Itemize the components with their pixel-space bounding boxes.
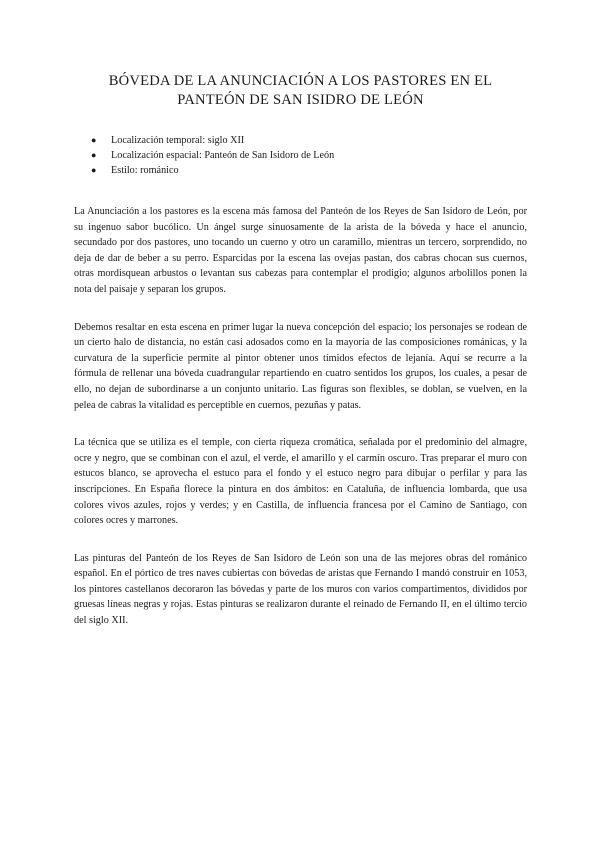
paragraph-3: La técnica que se utiliza es el temple, con cierta riqueza cromática, señalada por el predominio del almagre, ocre y negro, que se combinan con el azul, el verde, el amarillo y el carmín oscuro. Tras preparar el muro con estucos blanco, se aprovecha el estuco para el fondo y el estuco negro para dibujar o perfilar y para las inscripciones. En España florece la pintura en dos ámbitos: en Cataluña, de influencia lombarda, que usa colores vivos azules, rojos y verdes; y en Castilla, de influencia francesa por el Camino de Santiago, con colores ocres y marrones. — [74, 437, 527, 527]
bullet-icon: ● — [91, 165, 97, 175]
paragraph-1: La Anunciación a los pastores es la escena más famosa del Panteón de los Reyes de San Isidoro de León, por su ingenuo sabor bucólico. Un ángel surge sinuosamente de la arista de la bóveda y hace el anuncio, secundado por dos pastores, uno tocando un cuerno y otro un caramillo, mientras un tercero, sorprendido, no deja de dar de beber a su perro. Esparcidas por la escena las ovejas pastan, dos cabras chocan sus cuernos, otras mordisquean arbustos o levantan sus cabezas para contemplar el prodigio; algunos arbolillos ponen la nota del paisaje y separan los grupos. — [74, 206, 527, 295]
paragraph-2: Debemos resaltar en esta escena en primer lugar la nueva concepción del espacio; los personajes se rodean de un cierto halo de distancia, no están casi adosados como en la mayoría de las composiciones románicas, y la curvatura de la superficie permite al pintor obtener unos tímidos efectos de lejanía. Aquí se recurre a la fórmula de rellenar una bóveda cuadrangular repartiendo en cuatro sentidos los grupos, los cuales, a pesar de ello, no dejan de subordinarse a un conjunto unitario. Las figuras son flexibles, se doblan, se vuelven, en la pelea de cabras la vitalidad es perceptible en cuernos, pezuñas y patas. — [74, 321, 527, 411]
paragraph-4: Las pinturas del Panteón de los Reyes de San Isidoro de León son una de las mejores obras del románico español. En el pórtico de tres naves cubiertas con bóvedas de aristas que Fernando I mandó construir en 1053, los pintores castellanos decoraron las bóvedas y parte de los muros con varios compartimentos, divididos por gruesas líneas negras y rojas. Estas pinturas se realizaron durante el reinado de Fernando II, en el último tercio del siglo XII. — [74, 552, 527, 627]
fact-item-place — [91, 148, 527, 163]
fact-item-style — [91, 163, 527, 178]
document-title: BÓVEDA DE LA ANUNCIACIÓN A LOS PASTORES EN EL PANTEÓN DE SAN ISIDRO DE LEÓN — [108, 73, 493, 108]
bullet-icon: ● — [91, 135, 97, 145]
fact-item-time — [91, 133, 527, 148]
bullet-icon: ● — [91, 150, 97, 160]
fact-text: Estilo: románico — [111, 165, 179, 176]
fact-text: Localización espacial: Panteón de San Isidoro de León — [111, 150, 335, 161]
fact-text: Localización temporal: siglo XII — [111, 135, 245, 146]
facts-list — [74, 133, 527, 178]
